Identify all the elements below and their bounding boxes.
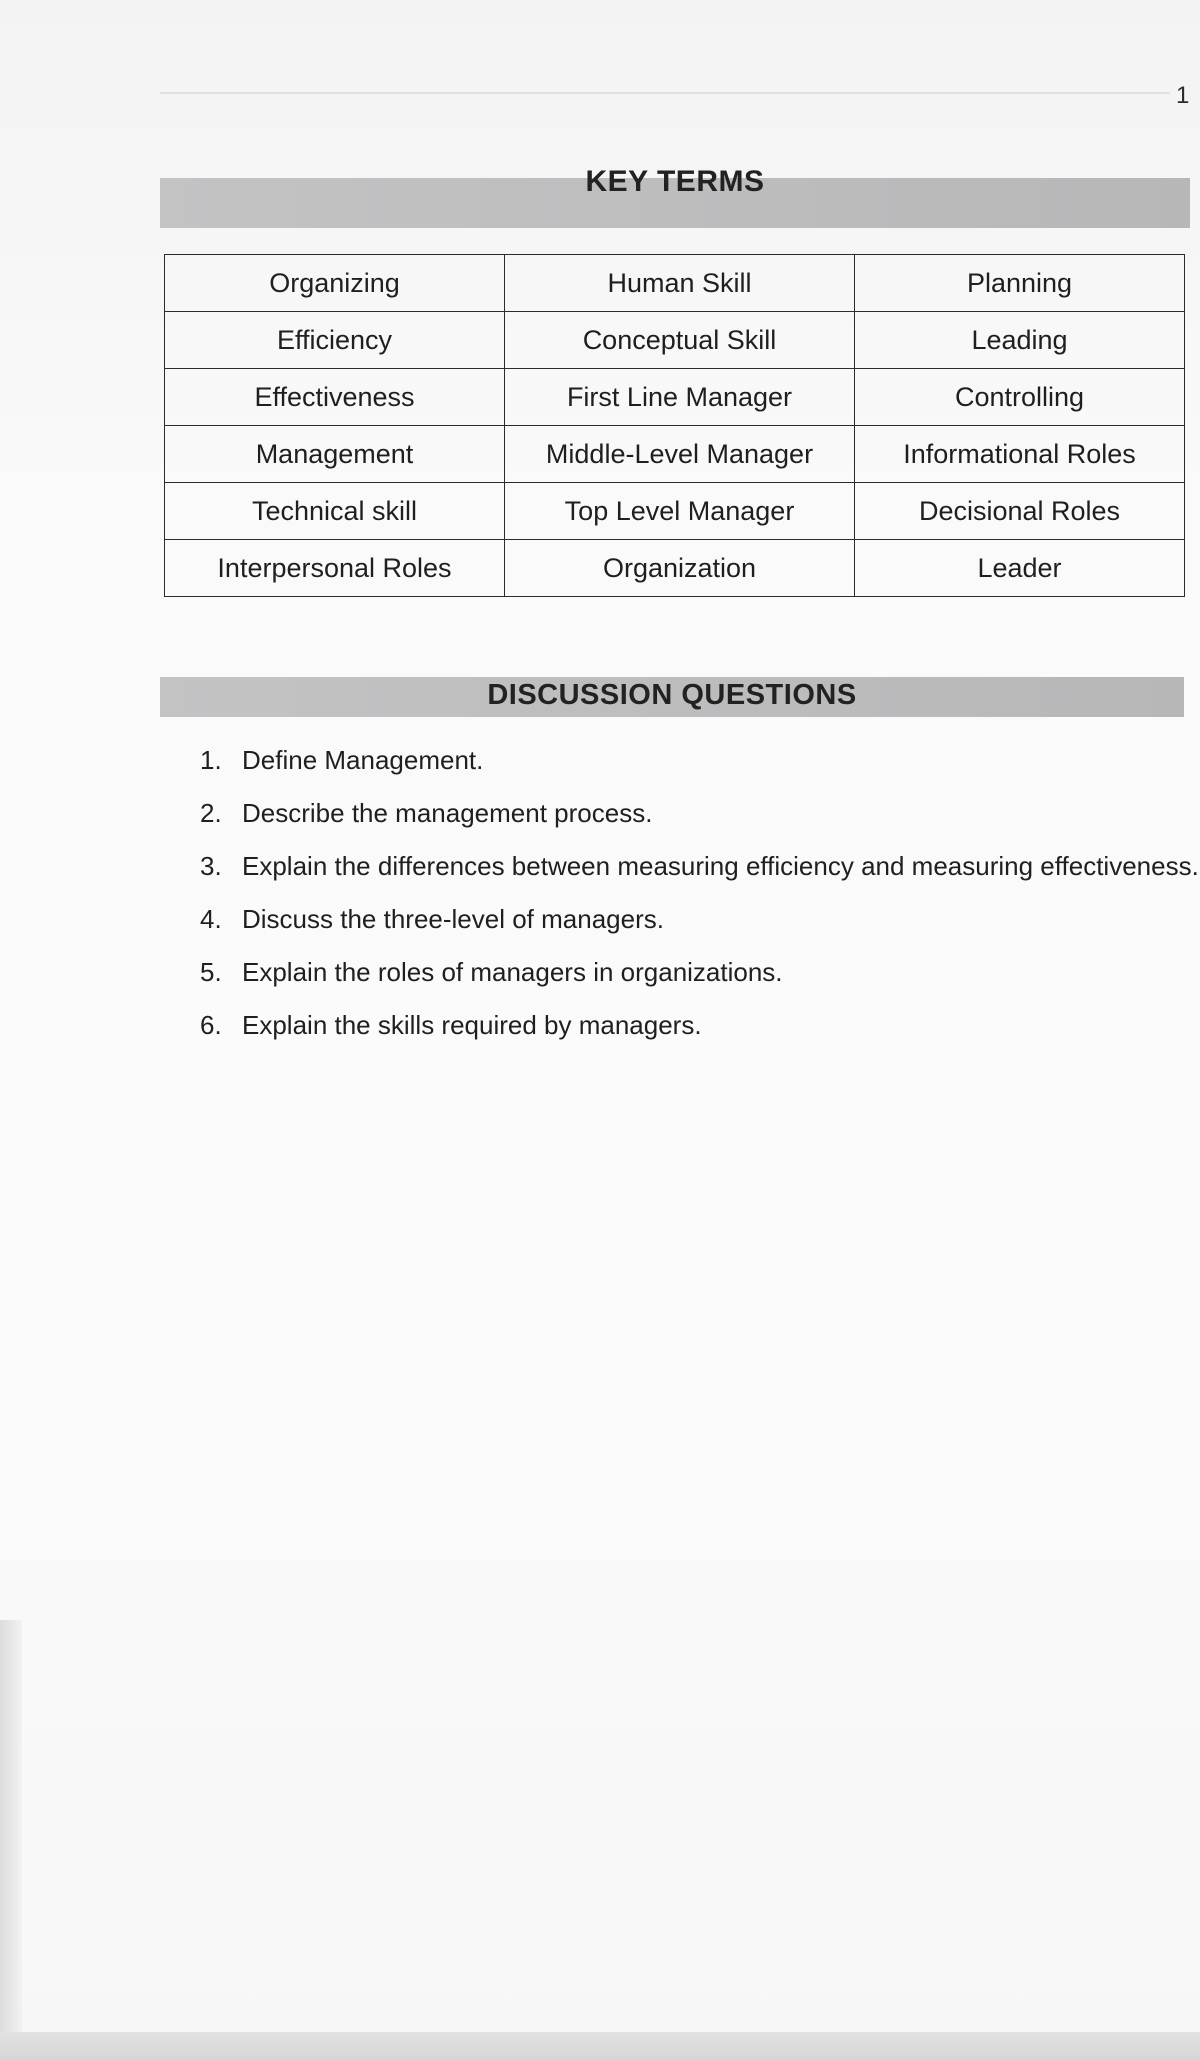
question-number: 5. (200, 957, 222, 987)
question-number: 1. (200, 745, 222, 775)
table-cell: Leader (855, 540, 1185, 597)
table-row (165, 540, 1185, 597)
table-row (165, 369, 1185, 426)
page-number: 1 (1176, 82, 1190, 109)
key-terms-heading: KEY TERMS (585, 165, 765, 198)
table-cell: Technical skill (165, 483, 505, 540)
page-edge-bottom (0, 2032, 1200, 2060)
table-cell: Efficiency (165, 312, 505, 369)
question-text: Explain the roles of managers in organizations. (242, 957, 783, 987)
question-text: Explain the skills required by managers. (242, 1010, 702, 1040)
list-item (200, 740, 1180, 793)
question-number: 3. (200, 851, 222, 881)
table-cell: Organization (505, 540, 855, 597)
question-text: Describe the management process. (242, 798, 653, 828)
question-text: Define Management. (242, 745, 484, 775)
table-cell: First Line Manager (505, 369, 855, 426)
table-cell: Top Level Manager (505, 483, 855, 540)
list-item (200, 899, 1180, 952)
page-edge-left (0, 1620, 22, 2040)
key-terms-heading-bar (160, 165, 1190, 228)
question-text: Discuss the three-level of managers. (242, 904, 664, 934)
table-cell: Management (165, 426, 505, 483)
table-cell: Effectiveness (165, 369, 505, 426)
table-row (165, 426, 1185, 483)
table-cell: Interpersonal Roles (165, 540, 505, 597)
table-cell: Middle-Level Manager (505, 426, 855, 483)
table-cell: Leading (855, 312, 1185, 369)
discussion-question-list (200, 740, 1199, 1058)
list-item (200, 1005, 1180, 1058)
table-cell: Organizing (165, 255, 505, 312)
discussion-heading: DISCUSSION QUESTIONS (487, 679, 857, 711)
table-row (165, 483, 1185, 540)
table-cell: Conceptual Skill (505, 312, 855, 369)
table-cell: Controlling (855, 369, 1185, 426)
question-text: Explain the differences between measuring efficiency and measuring effectiveness. (242, 851, 1199, 881)
table-cell: Informational Roles (855, 426, 1185, 483)
table-cell: Planning (855, 255, 1185, 312)
list-item (200, 952, 1180, 1005)
list-item (200, 846, 1199, 899)
table-cell: Decisional Roles (855, 483, 1185, 540)
question-number: 4. (200, 904, 222, 934)
table-row (165, 255, 1185, 312)
table-cell: Human Skill (505, 255, 855, 312)
question-number: 6. (200, 1010, 222, 1040)
key-terms-table (164, 254, 1185, 597)
discussion-heading-bar (160, 677, 1184, 717)
question-number: 2. (200, 798, 222, 828)
list-item (200, 793, 1180, 846)
header-rule (160, 92, 1170, 94)
table-row (165, 312, 1185, 369)
